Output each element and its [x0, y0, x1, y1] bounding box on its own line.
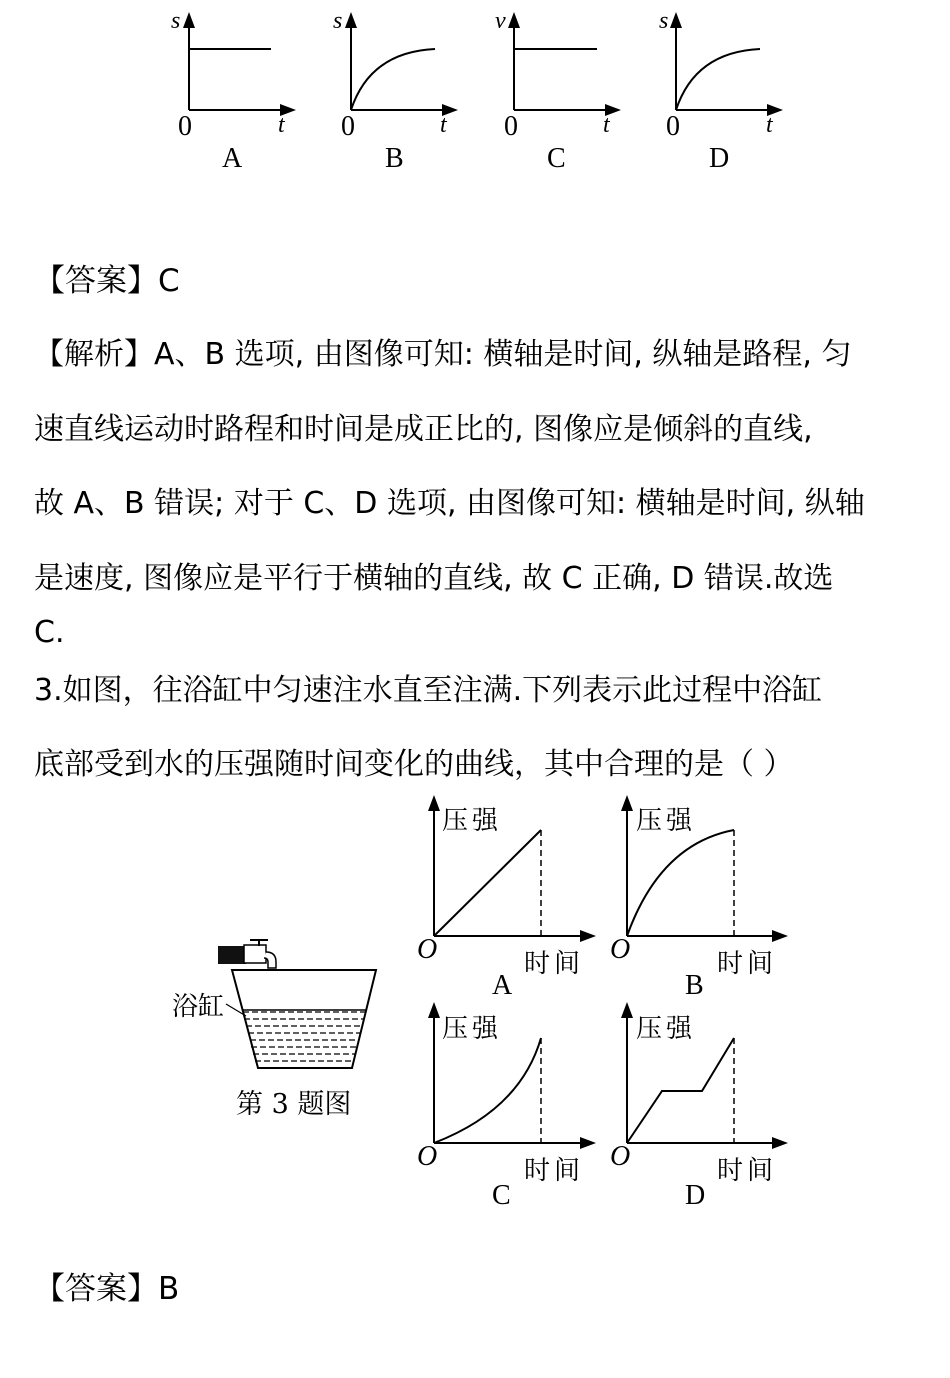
analysis-line-5: C. — [34, 615, 65, 650]
analysis-line-2: 速直线运动时路程和时间是成正比的, 图像应是倾斜的直线, — [34, 412, 813, 447]
pressure-c-x-label: 时间 — [524, 1156, 585, 1186]
graph-a-y-label: s — [171, 8, 181, 34]
graph-b-x-label: t — [440, 112, 447, 138]
graph-c-x-label: t — [603, 112, 610, 138]
graph-a-x-label: t — [278, 112, 285, 138]
analysis-line-4: 是速度, 图像应是平行于横轴的直线, 故 C 正确, D 错误.故选 — [34, 561, 834, 596]
graph-b — [351, 18, 452, 110]
graph-b-curve — [351, 49, 435, 110]
graph-b-label: B — [385, 143, 404, 174]
pressure-b-y-label: 压强 — [636, 806, 697, 836]
graph-a — [189, 18, 290, 110]
graph-a-label: A — [222, 143, 243, 174]
pressure-c-y-label: 压强 — [442, 1014, 503, 1044]
pressure-b-x-label: 时间 — [717, 949, 778, 979]
pressure-d-x-label: 时间 — [717, 1156, 778, 1186]
graph-b-y-label: s — [333, 8, 343, 34]
graph-d — [676, 18, 777, 110]
pressure-d-origin: O — [610, 1141, 631, 1172]
pressure-a-line — [434, 830, 541, 936]
answer-1: 【答案】C — [34, 263, 180, 299]
analysis-line-1: 【解析】A、B 选项, 由图像可知: 横轴是时间, 纵轴是路程, 匀 — [34, 337, 852, 372]
graph-d-label: D — [709, 143, 730, 174]
pressure-b-label: B — [685, 970, 704, 1001]
pressure-c-label: C — [492, 1180, 511, 1211]
question3-line-2: 底部受到水的压强随时间变化的曲线，其中合理的是（ ） — [34, 747, 794, 782]
graph-d-x-label: t — [766, 112, 773, 138]
graph-c-origin: 0 — [504, 111, 518, 142]
pressure-d-label: D — [685, 1180, 706, 1211]
analysis-line-3: 故 A、B 错误; 对于 C、D 选项, 由图像可知: 横轴是时间, 纵轴 — [34, 486, 865, 521]
pressure-b-curve — [627, 830, 734, 936]
pressure-a-label: A — [492, 970, 513, 1001]
answer-2: 【答案】B — [34, 1271, 180, 1307]
graph-a-origin: 0 — [178, 111, 192, 142]
pressure-a-origin: O — [417, 934, 438, 965]
graph-d-curve — [676, 49, 760, 110]
graph-d-y-label: s — [659, 8, 669, 34]
graph-d-origin: 0 — [666, 111, 680, 142]
pressure-d-line — [627, 1038, 734, 1143]
pressure-a-x-label: 时间 — [524, 949, 585, 979]
pressure-c-origin: O — [417, 1141, 438, 1172]
pressure-c-curve — [434, 1038, 541, 1143]
graph-b-origin: 0 — [341, 111, 355, 142]
graph-c-y-label: v — [495, 8, 506, 34]
graph-c — [514, 18, 615, 110]
pressure-b-origin: O — [610, 934, 631, 965]
question3-line-1: 3.如图，往浴缸中匀速注水直至注满.下列表示此过程中浴缸 — [34, 673, 823, 708]
pressure-d-y-label: 压强 — [636, 1014, 697, 1044]
bathtub-caption: 第 3 题图 — [236, 1089, 352, 1120]
pressure-a-y-label: 压强 — [442, 806, 503, 836]
bathtub — [218, 940, 376, 1068]
tub-label: 浴缸 — [172, 992, 225, 1022]
graph-c-label: C — [547, 143, 566, 174]
